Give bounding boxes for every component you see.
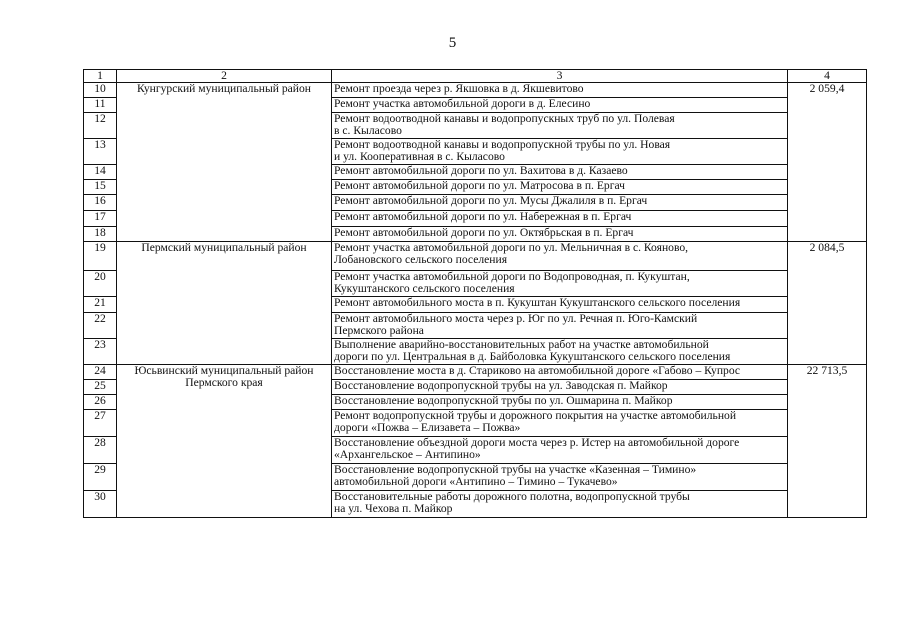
row-number: 20 <box>84 271 117 297</box>
table-row <box>84 242 867 271</box>
amount: 22 713,5 <box>788 365 867 518</box>
header-col-1: 1 <box>84 70 117 83</box>
row-number: 28 <box>84 437 117 464</box>
work-description: Ремонт участка автомобильной дороги по ул. Мельничная в с. Кояново, Лобановского сельского поселения <box>332 242 788 271</box>
header-col-4: 4 <box>788 70 867 83</box>
work-description: Ремонт водоотводной канавы и водопропускных труб по ул. Полевая в с. Кыласово <box>332 113 788 139</box>
header-col-2: 2 <box>117 70 332 83</box>
work-description: Ремонт автомобильной дороги по ул. Мусы Джалиля в п. Ергач <box>332 195 788 211</box>
row-number: 26 <box>84 395 117 410</box>
work-description: Ремонт автомобильного моста в п. Кукуштан Кукуштанского сельского поселения <box>332 297 788 313</box>
row-number: 10 <box>84 83 117 98</box>
work-description: Ремонт автомобильной дороги по ул. Октябрьская в п. Ергач <box>332 227 788 242</box>
row-number: 16 <box>84 195 117 211</box>
work-description: Ремонт проезда через р. Якшовка в д. Якшевитово <box>332 83 788 98</box>
row-number: 30 <box>84 491 117 518</box>
row-number: 23 <box>84 339 117 365</box>
district-name: Юсьвинский муниципальный район Пермского края <box>117 365 332 518</box>
work-description: Ремонт автомобильной дороги по ул. Вахитова в д. Казаево <box>332 165 788 180</box>
work-description: Ремонт автомобильной дороги по ул. Набережная в п. Ергач <box>332 211 788 227</box>
work-description: Восстановление моста в д. Стариково на автомобильной дороге «Габово – Купрос <box>332 365 788 380</box>
work-description: Ремонт водопропускной трубы и дорожного покрытия на участке автомобильной дороги «Пожва – Елизавета – Пожва» <box>332 410 788 437</box>
row-number: 17 <box>84 211 117 227</box>
work-description: Восстановительные работы дорожного полотна, водопропускной трубы на ул. Чехова п. Майкор <box>332 491 788 518</box>
row-number: 13 <box>84 139 117 165</box>
work-description: Ремонт автомобильного моста через р. Юг по ул. Речная п. Юго-Камский Пермского района <box>332 313 788 339</box>
row-number: 11 <box>84 98 117 113</box>
table-row <box>84 83 867 98</box>
work-description: Выполнение аварийно-восстановительных работ на участке автомобильной дороги по ул. Центральная в д. Байболовка Кукуштанского сельского поселения <box>332 339 788 365</box>
work-description: Ремонт водоотводной канавы и водопропускной трубы по ул. Новая и ул. Кооперативная в с. Кыласово <box>332 139 788 165</box>
roads-table <box>83 69 867 518</box>
header-row <box>84 70 867 83</box>
table-row <box>84 365 867 380</box>
row-number: 24 <box>84 365 117 380</box>
work-description: Ремонт участка автомобильной дороги по Водопроводная, п. Кукуштан, Кукуштанского сельского поселения <box>332 271 788 297</box>
row-number: 12 <box>84 113 117 139</box>
row-number: 21 <box>84 297 117 313</box>
row-number: 27 <box>84 410 117 437</box>
work-description: Восстановление водопропускной трубы на ул. Заводская п. Майкор <box>332 380 788 395</box>
work-description: Восстановление водопропускной трубы по ул. Ошмарина п. Майкор <box>332 395 788 410</box>
header-col-3: 3 <box>332 70 788 83</box>
row-number: 25 <box>84 380 117 395</box>
amount: 2 059,4 <box>788 83 867 242</box>
row-number: 15 <box>84 180 117 195</box>
district-name: Пермский муниципальный район <box>117 242 332 365</box>
row-number: 14 <box>84 165 117 180</box>
row-number: 19 <box>84 242 117 271</box>
page-number: 5 <box>448 35 457 51</box>
work-description: Ремонт участка автомобильной дороги в д. Елесино <box>332 98 788 113</box>
work-description: Ремонт автомобильной дороги по ул. Матросова в п. Ергач <box>332 180 788 195</box>
work-description: Восстановление водопропускной трубы на участке «Казенная – Тимино» автомобильной дороги «Антипино – Тимино – Тукачево» <box>332 464 788 491</box>
work-description: Восстановление объездной дороги моста через р. Истер на автомобильной дороге «Архангельское – Антипино» <box>332 437 788 464</box>
district-name: Кунгурский муниципальный район <box>117 83 332 242</box>
row-number: 22 <box>84 313 117 339</box>
amount: 2 084,5 <box>788 242 867 365</box>
row-number: 29 <box>84 464 117 491</box>
row-number: 18 <box>84 227 117 242</box>
